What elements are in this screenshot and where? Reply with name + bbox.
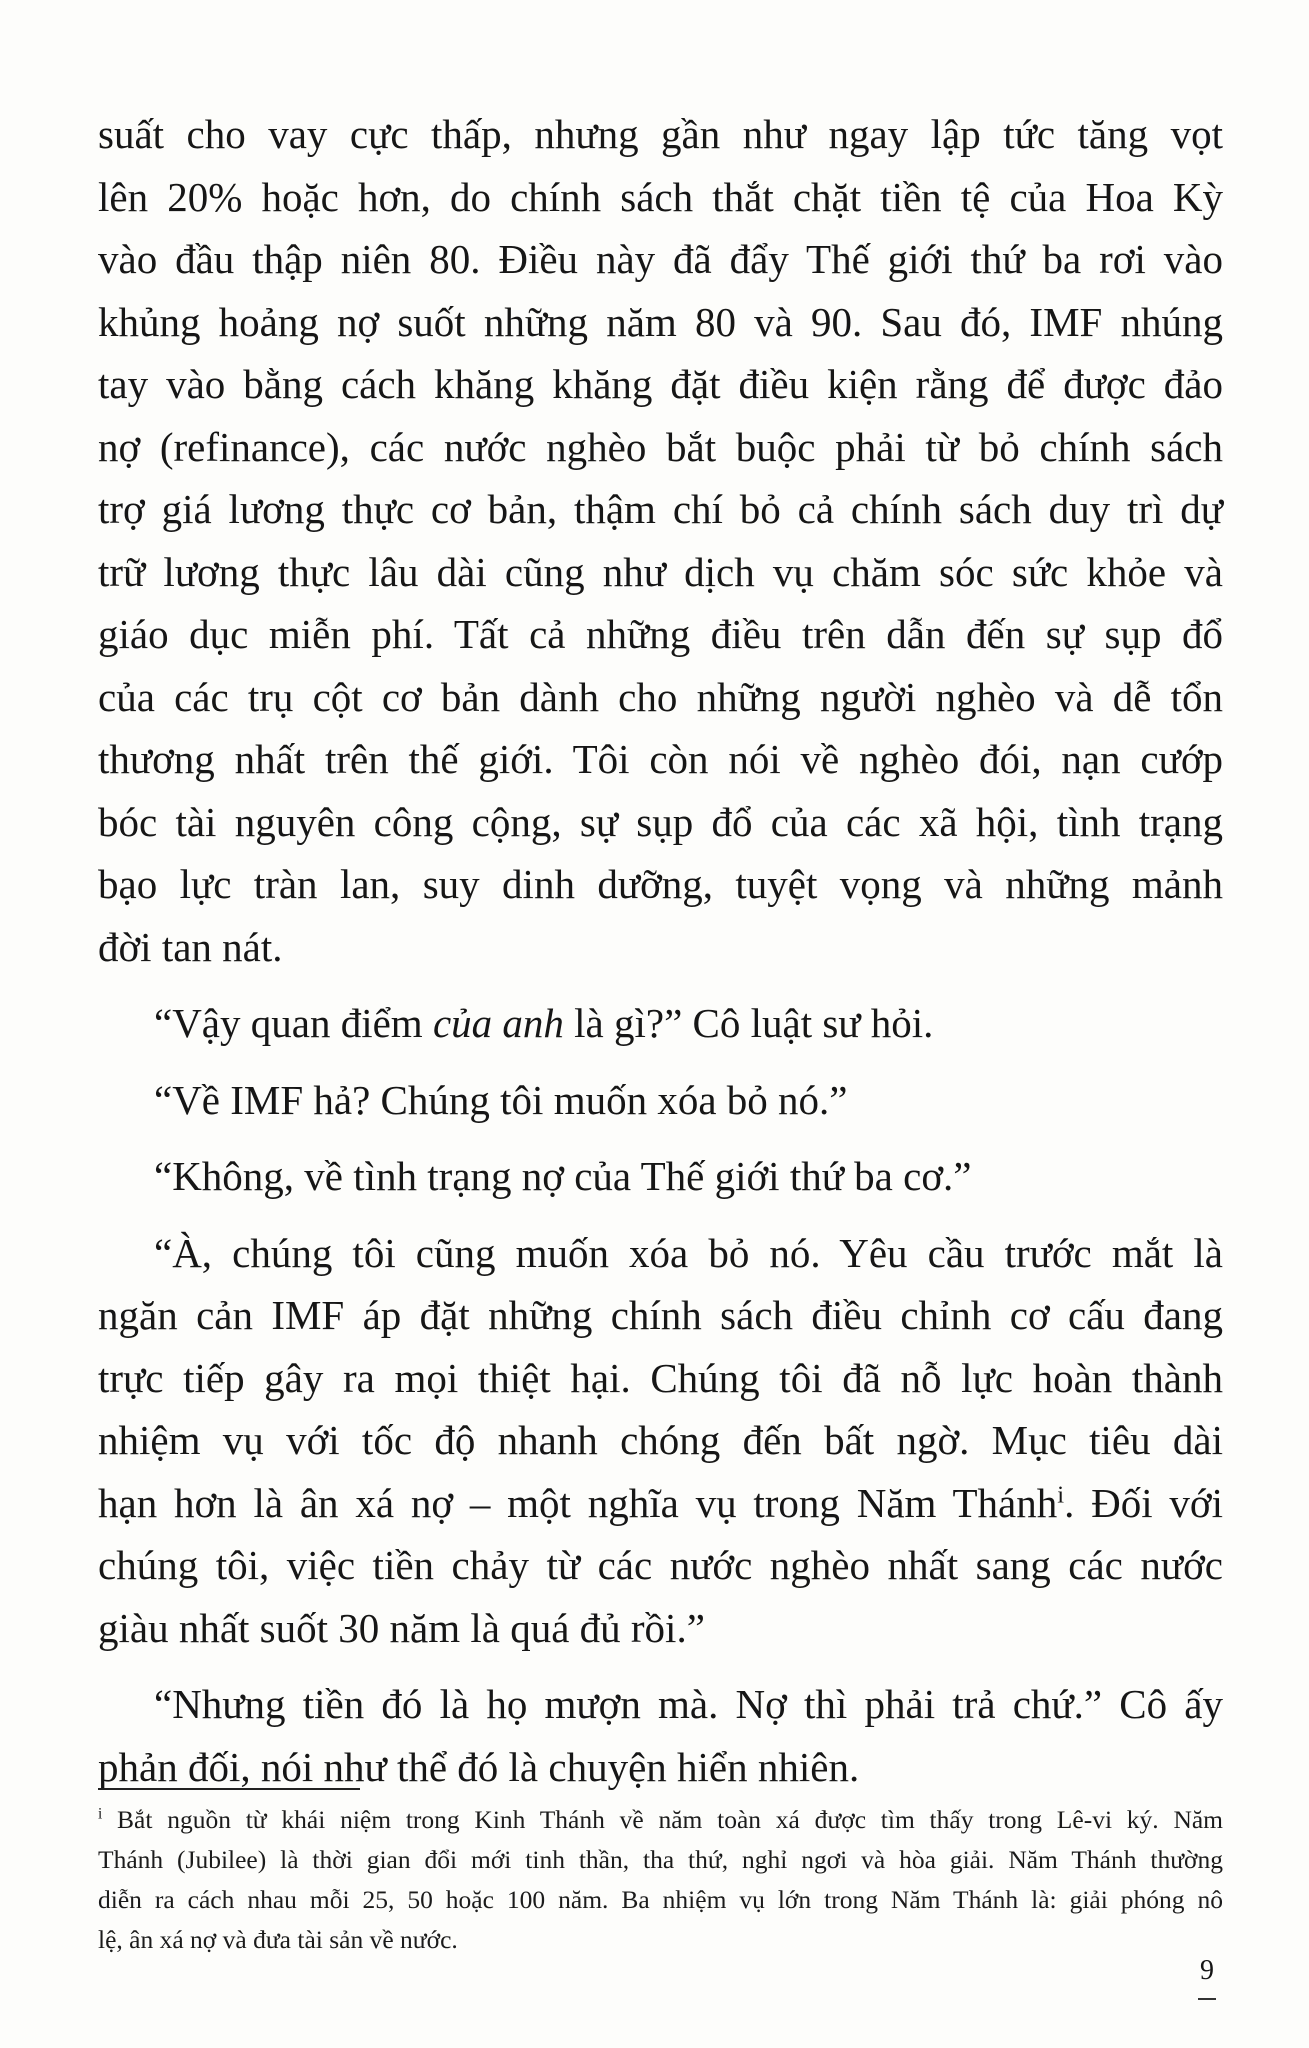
paragraph-gap <box>98 978 1223 992</box>
text-line: lên 20% hoặc hơn, do chính sách thắt chặt tiền tệ của Hoa Kỳ <box>98 173 1223 220</box>
dialogue-line-3: “Không, về tình trạng nợ của Thế giới thứ ba cơ.” <box>154 1153 972 1199</box>
paragraph-3 <box>98 1673 1223 1798</box>
dialogue-text: là gì?” Cô luật sư hỏi. <box>563 1000 934 1046</box>
text-line: chúng tôi, việc tiền chảy từ các nước nghèo nhất sang các nước <box>98 1542 1223 1588</box>
text-line: nợ (refinance), các nước nghèo bắt buộc phải từ bỏ chính sách <box>98 423 1223 470</box>
text-line: “Nhưng tiền đó là họ mượn mà. Nợ thì phải trả chứ.” Cô ấy <box>154 1681 1223 1727</box>
text-line: trợ giá lương thực cơ bản, thậm chí bỏ cả chính sách duy trì dự <box>98 486 1223 532</box>
text-line: “À, chúng tôi cũng muốn xóa bỏ nó. Yêu cầu trước mắt là <box>154 1229 1223 1276</box>
text-line: vào đầu thập niên 80. Điều này đã đẩy Thế giới thứ ba rơi vào <box>98 236 1223 282</box>
footnote-line <box>98 1800 1223 1840</box>
text-line: giàu nhất suốt 30 năm là quá đủ rồi.” <box>98 1604 705 1651</box>
footnote-line: lệ, ân xá nợ và đưa tài sản về nước. <box>98 1925 458 1954</box>
text-line-with-footnote <box>98 1472 1223 1535</box>
text-line: khủng hoảng nợ suốt những năm 80 và 90. Sau đó, IMF nhúng <box>98 298 1223 345</box>
text-line: thương nhất trên thế giới. Tôi còn nói về nghèo đói, nạn cướp <box>98 736 1223 782</box>
footnote-line: Thánh (Jubilee) là thời gian đổi mới tinh thần, tha thứ, nghỉ ngơi và hòa giải. Năm Thánh thường <box>98 1845 1223 1874</box>
footnote-marker: i <box>1057 1480 1065 1508</box>
text-line: giáo dục miễn phí. Tất cả những điều trên dẫn đến sự sụp đổ <box>98 611 1223 657</box>
footnote <box>98 1800 1223 1960</box>
paragraph-gap <box>98 1659 1223 1673</box>
page-number-underline <box>1198 1998 1216 2000</box>
paragraph-1 <box>98 103 1223 978</box>
dialogue-line-1 <box>98 992 1223 1055</box>
paragraph-gap <box>98 1208 1223 1222</box>
text-line: bóc tài nguyên công cộng, sự sụp đổ của các xã hội, tình trạng <box>98 798 1223 845</box>
footnote-divider <box>98 1788 360 1790</box>
italic-phrase: của anh <box>432 1000 564 1046</box>
paragraph-gap <box>98 1055 1223 1069</box>
footnote-line: diễn ra cách nhau mỗi 25, 50 hoặc 100 năm. Ba nhiệm vụ lớn trong Năm Thánh là: giải phóng nô <box>98 1885 1223 1914</box>
text-line: ngăn cản IMF áp đặt những chính sách điều chỉnh cơ cấu đang <box>98 1292 1223 1338</box>
text-line: suất cho vay cực thấp, nhưng gần như ngay lập tức tăng vọt <box>98 111 1223 157</box>
text-line: phản đối, nói như thể đó là chuyện hiển nhiên. <box>98 1743 860 1790</box>
text-line: bạo lực tràn lan, suy dinh dưỡng, tuyệt vọng và những mảnh <box>98 861 1223 907</box>
text-fragment: . Đối với <box>1064 1479 1223 1526</box>
dialogue-line-2: “Về IMF hả? Chúng tôi muốn xóa bỏ nó.” <box>154 1076 848 1123</box>
footnote-text: Bắt nguồn từ khái niệm trong Kinh Thánh về năm toàn xá được tìm thấy trong Lê-vi ký. Năm <box>117 1805 1224 1834</box>
text-line: trực tiếp gây ra mọi thiệt hại. Chúng tôi đã nỗ lực hoàn thành <box>98 1354 1223 1401</box>
main-text <box>98 103 1223 1798</box>
text-line: của các trụ cột cơ bản dành cho những người nghèo và dễ tổn <box>98 673 1223 720</box>
text-line: đời tan nát. <box>98 923 283 970</box>
text-line: trữ lương thực lâu dài cũng như dịch vụ chăm sóc sức khỏe và <box>98 548 1223 595</box>
text-fragment: hạn hơn là ân xá nợ – một nghĩa vụ trong Năm Thánh <box>98 1479 1058 1526</box>
dialogue-text: “Vậy quan điểm <box>154 1000 433 1046</box>
paragraph-2 <box>98 1222 1223 1660</box>
footnote-marker: i <box>98 1805 103 1823</box>
page-number: 9 <box>1200 1955 1214 1986</box>
text-line: tay vào bằng cách khăng khăng đặt điều kiện rằng để được đảo <box>98 361 1223 407</box>
text-line: nhiệm vụ với tốc độ nhanh chóng đến bất ngờ. Mục tiêu dài <box>98 1417 1223 1463</box>
paragraph-gap <box>98 1131 1223 1145</box>
